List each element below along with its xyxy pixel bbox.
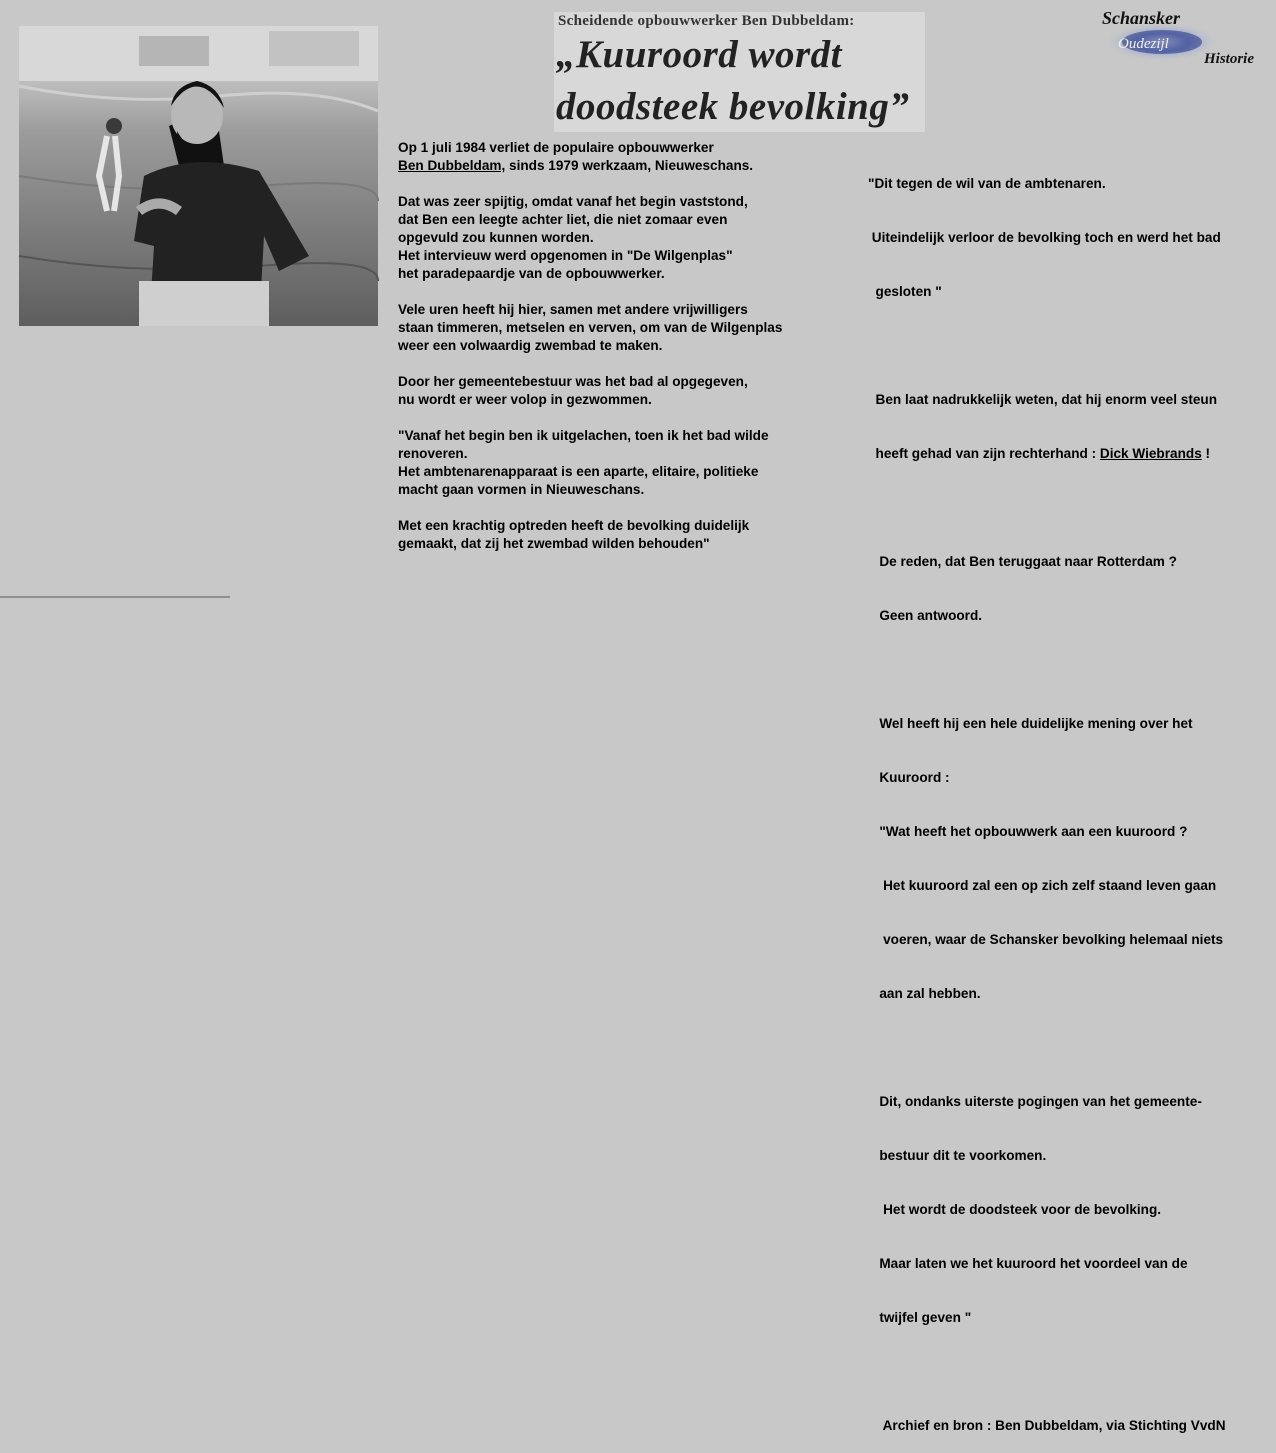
- text-line: aan zal hebben.: [868, 986, 981, 1001]
- text-line: "Wat heeft het opbouwwerk aan een kuuroord ?: [868, 824, 1188, 839]
- clipping-headline-line1: „Kuuroord wordt: [556, 33, 843, 76]
- text-line: Op 1 juli 1984 verliet de populaire opbouwwerker: [398, 140, 714, 155]
- logo-word-oudezijl: Oudezijl: [1118, 36, 1169, 52]
- newspaper-clipping: [554, 12, 925, 132]
- site-logo[interactable]: [1100, 4, 1270, 68]
- text-span: heeft gehad van zijn rechterhand :: [868, 446, 1100, 461]
- article-photo: [19, 26, 378, 326]
- text-line: Dat was zeer spijtig, omdat vanaf het begin vaststond,: [398, 194, 748, 209]
- text-line: Met een krachtig optreden heeft de bevolking duidelijk: [398, 518, 750, 533]
- article-column-1: [398, 139, 782, 553]
- clipping-subtitle: Scheidende opbouwwerker Ben Dubbeldam:: [558, 13, 855, 29]
- text-line: Wel heeft hij een hele duidelijke mening over het: [868, 716, 1193, 731]
- scrollbar-edge: [0, 596, 230, 598]
- article-column-2: [868, 139, 1226, 1453]
- text-line: opgevuld zou kunnen worden.: [398, 230, 594, 245]
- starry-logo-icon: [1100, 4, 1270, 68]
- logo-word-schansker: Schansker: [1102, 8, 1181, 28]
- text-line: gemaakt, dat zij het zwembad wilden behouden": [398, 536, 710, 551]
- man-at-swimming-pool-image: [19, 26, 378, 326]
- text-line: Het kuuroord zal een op zich zelf staand leven gaan: [868, 878, 1217, 893]
- text-line: Kuuroord :: [868, 770, 950, 785]
- text-line: Het ambtenarenapparaat is een aparte, elitaire, politieke: [398, 464, 759, 479]
- text-line: bestuur dit te voorkomen.: [868, 1148, 1047, 1163]
- text-line: staan timmeren, metselen en verven, om van de Wilgenplas: [398, 320, 783, 335]
- text-line: Door her gemeentebestuur was het bad al opgegeven,: [398, 374, 748, 389]
- clipping-headline-line2: doodsteek bevolking”: [556, 85, 910, 128]
- text-line: renoveren.: [398, 446, 468, 461]
- ben-dubbeldam-link[interactable]: Ben Dubbeldam,: [398, 158, 506, 173]
- text-line: [868, 445, 1226, 463]
- text-line: dat Ben een leegte achter liet, die niet zomaar even: [398, 212, 728, 227]
- text-line: Het wordt de doodsteek voor de bevolking.: [868, 1202, 1162, 1217]
- text-span: sinds 1979 werkzaam, Nieuweschans.: [505, 158, 754, 173]
- dick-wiebrands-link[interactable]: Dick Wiebrands: [1099, 446, 1202, 461]
- text-line: macht gaan vormen in Nieuweschans.: [398, 482, 645, 497]
- text-line: Maar laten we het kuuroord het voordeel van de: [868, 1256, 1188, 1271]
- text-line: Het intervieuw werd opgenomen in "De Wilgenplas": [398, 248, 733, 263]
- text-line: Ben laat nadrukkelijk weten, dat hij enorm veel steun: [868, 392, 1218, 407]
- text-line: Vele uren heeft hij hier, samen met andere vrijwilligers: [398, 302, 748, 317]
- logo-word-historie: Historie: [1204, 51, 1255, 67]
- text-line: "Dit tegen de wil van de ambtenaren.: [868, 176, 1106, 191]
- text-line: voeren, waar de Schansker bevolking helemaal niets: [868, 932, 1224, 947]
- text-line: "Vanaf het begin ben ik uitgelachen, toen ik het bad wilde: [398, 428, 769, 443]
- text-span: !: [1201, 446, 1211, 461]
- text-line: [398, 157, 782, 175]
- text-line: Geen antwoord.: [868, 608, 983, 623]
- text-line: het paradepaardje van de opbouwwerker.: [398, 266, 665, 281]
- source-credit: Archief en bron : Ben Dubbeldam, via Stichting VvdN: [868, 1418, 1226, 1433]
- text-line: nu wordt er weer volop in gezwommen.: [398, 392, 652, 407]
- text-line: weer een volwaardig zwembad te maken.: [398, 338, 663, 353]
- text-line: Dit, ondanks uiterste pogingen van het gemeente-: [868, 1094, 1202, 1109]
- text-line: Uiteindelijk verloor de bevolking toch en werd het bad: [868, 230, 1221, 245]
- text-line: gesloten ": [868, 284, 942, 299]
- text-line: De reden, dat Ben teruggaat naar Rotterdam ?: [868, 554, 1177, 569]
- text-line: twijfel geven ": [868, 1310, 972, 1325]
